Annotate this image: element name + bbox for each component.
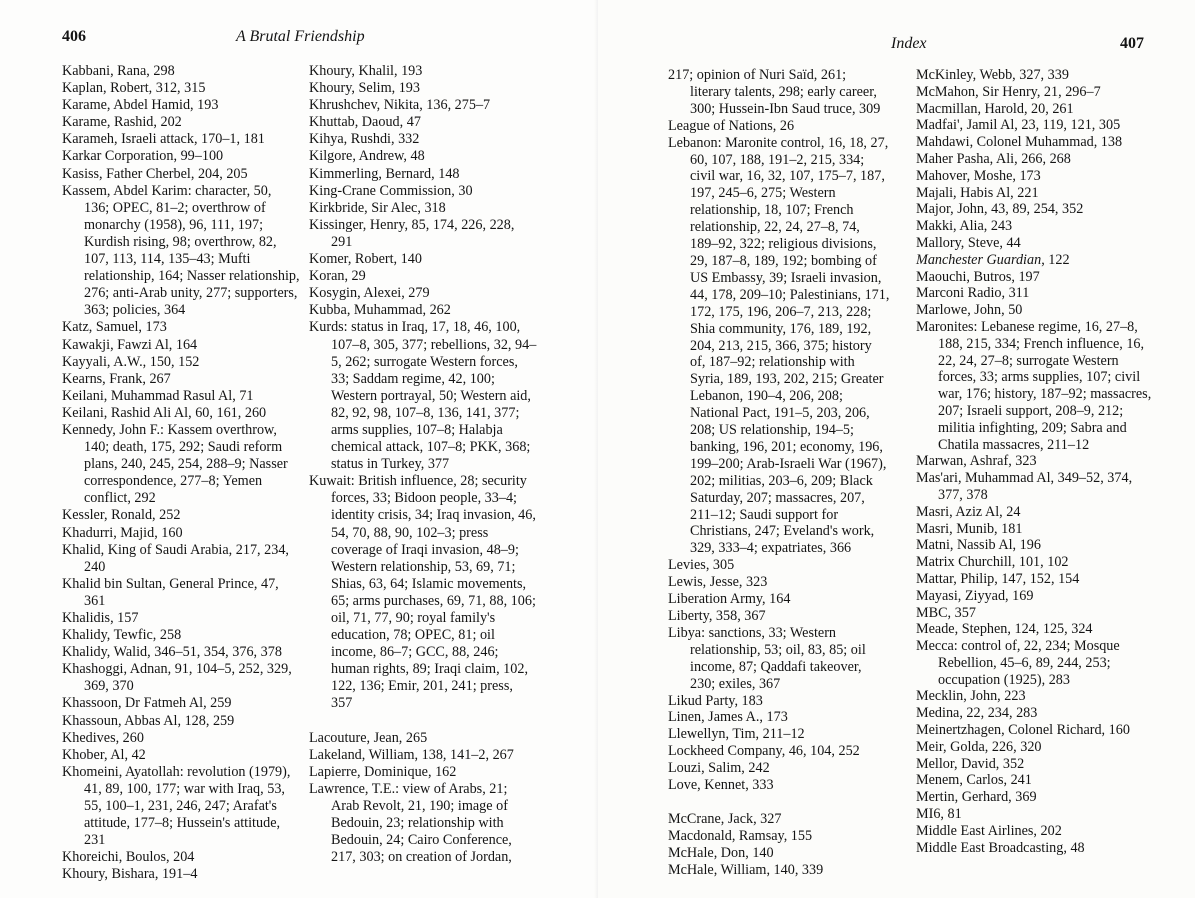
index-entry: Manchester Guardian, 122 — [916, 251, 1070, 268]
index-entry: Mallory, Steve, 44 — [916, 234, 1021, 251]
index-entry: Llewellyn, Tim, 211–12 — [668, 726, 805, 743]
index-entry: Lebanon: Maronite control, 16, 18, 27, 60, 107, 188, 191–2, 215, 334; civil war, 16, 32, 107, 175–7, 187, 197, 245–6, 275; Western relationship, 18, 107; French relationship, 22, 24, 27–8, 74, 189–92, 322; religious divisions, 29, 187–8, 189, 192; bombing of US Embassy, 39; Israeli invasion, 44, 178, 209–10; Palestinians, 171, 172, 175, 196, 206–7, 213, 228; Shia community, 176, 189, 192, 204, 213, 215, 366, 375; history of, 187–92; relationship with Syria, 189, 193, 202, 215; Greater Lebanon, 190–4, 206, 208; National Pact, 191–5, 203, 206, 208; US relationship, 194–5; banking, 196, 201; economy, 196, 199–200; Arab-Israeli War (1967), 202; militias, 203–6, 209; Black Saturday, 207; massacres, 207, 211–12; Saudi support for Christians, 247; Eveland's work, 329, 333–4; expatriates, 366 — [668, 134, 890, 557]
index-entry: Khassoun, Abbas Al, 128, 259 — [62, 712, 235, 729]
right-running-title: Index — [891, 35, 927, 52]
index-entry: League of Nations, 26 — [668, 117, 795, 134]
index-entry: Khuttab, Daoud, 47 — [309, 114, 421, 131]
index-entry: Mecklin, John, 223 — [916, 688, 1026, 705]
index-entry: Lawrence, T.E.: view of Arabs, 21; Arab Revolt, 21, 190; image of Bedouin, 23; relationship with Bedouin, 24; Cairo Conference, 217, 303; on creation of Jordan, — [309, 780, 512, 866]
index-entry: Lockheed Company, 46, 104, 252 — [668, 743, 860, 760]
index-entry: Khedives, 260 — [62, 729, 144, 746]
index-entry: Kessler, Ronald, 252 — [62, 507, 181, 524]
index-entry: Khalid, King of Saudi Arabia, 217, 234, 240 — [62, 541, 289, 575]
index-entry: Love, Kennet, 333 — [668, 777, 774, 794]
index-entry: Keilani, Rashid Ali Al, 60, 161, 260 — [62, 404, 267, 421]
index-entry: Kurds: status in Iraq, 17, 18, 46, 100, 107–8, 305, 377; rebellions, 32, 94–5, 262; surrogate Western forces, 33; Saddam regime, 42, 100; Western portrayal, 50; Western aid, 82, 92, 98, 107–8, 136, 141, 377; arms supplies, 107–8; Halabja chemical attack, 107–8; PKK, 368; status in Turkey, 377 — [309, 319, 537, 473]
index-entry: Khober, Al, 42 — [62, 746, 146, 763]
index-entry: Mellor, David, 352 — [916, 755, 1025, 772]
index-entry: Karkar Corporation, 99–100 — [62, 148, 224, 165]
index-entry: Mahdawi, Colonel Muhammad, 138 — [916, 134, 1123, 151]
index-entry: Mertin, Gerhard, 369 — [916, 789, 1037, 806]
right-page — [598, 0, 1195, 898]
index-entry: Kearns, Frank, 267 — [62, 370, 171, 387]
index-entry: Karame, Abdel Hamid, 193 — [62, 97, 219, 114]
index-entry: Keilani, Muhammad Rasul Al, 71 — [62, 387, 254, 404]
index-entry: Karame, Rashid, 202 — [62, 114, 182, 131]
index-entry: Marlowe, John, 50 — [916, 302, 1023, 319]
right-page-number: 407 — [1120, 35, 1144, 52]
index-entry: Meir, Golda, 226, 320 — [916, 738, 1042, 755]
index-entry: Khoreichi, Boulos, 204 — [62, 849, 195, 866]
index-entry: Maher Pasha, Ali, 266, 268 — [916, 150, 1071, 167]
index-entry: MI6, 81 — [916, 806, 962, 823]
index-entry: Lakeland, William, 138, 141–2, 267 — [309, 746, 514, 763]
index-entry: Khoury, Bishara, 191–4 — [62, 866, 198, 883]
index-entry: Medina, 22, 234, 283 — [916, 705, 1038, 722]
index-entry: Lewis, Jesse, 323 — [668, 574, 768, 591]
right-index-column-2 — [916, 67, 1156, 856]
index-entry: Komer, Robert, 140 — [309, 251, 422, 268]
index-entry: Mattar, Philip, 147, 152, 154 — [916, 570, 1080, 587]
index-entry: Khadurri, Majid, 160 — [62, 524, 183, 541]
index-entry: Meinertzhagen, Colonel Richard, 160 — [916, 722, 1130, 739]
left-page-number: 406 — [62, 28, 86, 45]
index-entry: Mahover, Moshe, 173 — [916, 167, 1041, 184]
index-entry: Kissinger, Henry, 85, 174, 226, 228, 291 — [309, 216, 515, 250]
left-index-column-1 — [62, 63, 300, 884]
index-entry: Matni, Nassib Al, 196 — [916, 537, 1041, 554]
index-entry: Kabbani, Rana, 298 — [62, 63, 175, 79]
index-entry: Major, John, 43, 89, 254, 352 — [916, 201, 1084, 218]
index-entry: Kassem, Abdel Karim: character, 50, 136; OPEC, 81–2; overthrow of monarchy (1958), 96, 111, 197; Kurdish rising, 98; overthrow, 82, 107, 113, 114, 135–43; Mufti relationship, 164; Nasser relationship, 276; anti-Arab unity, 277; supporters, 363; policies, 364 — [62, 182, 300, 319]
left-index-column-2 — [309, 63, 537, 866]
index-entry: McHale, Don, 140 — [668, 844, 774, 861]
index-entry: Kihya, Rushdi, 332 — [309, 131, 420, 148]
index-entry: Mecca: control of, 22, 234; Mosque Rebellion, 45–6, 89, 244, 253; occupation (1925), 283 — [916, 638, 1120, 688]
index-entry: Maronites: Lebanese regime, 16, 27–8, 188, 215, 334; French influence, 16, 22, 24, 27–8; surrogate Western forces, 33; arms supplies, 107; civil war, 176; history, 187–92; massacres, 207; Israeli support, 208–9, 212; militia infighting, 209; Sabra and Chatila massacres, 211–12 — [916, 318, 1152, 453]
index-entry: 217; opinion of Nuri Saïd, 261; literary talents, 298; early career, 300; Hussein-Ibn Saud truce, 309 — [668, 67, 881, 117]
index-entry: Khalidy, Walid, 346–51, 354, 376, 378 — [62, 644, 282, 661]
index-entry: McHale, William, 140, 339 — [668, 861, 824, 878]
index-entry: Khassoon, Dr Fatmeh Al, 259 — [62, 695, 232, 712]
index-entry: Levies, 305 — [668, 557, 735, 574]
index-entry: King-Crane Commission, 30 — [309, 182, 473, 199]
index-entry: Khoury, Selim, 193 — [309, 80, 420, 97]
index-entry: Kuwait: British influence, 28; security forces, 33; Bidoon people, 33–4; identity crisis, 34; Iraq invasion, 46, 54, 70, 88, 90, 102–3; press coverage of Iraqi invasion, 48–9; Western relationship, 53, 69, 71; Shias, 63, 64; Islamic movements, 65; arms purchases, 69, 71, 88, 106; oil, 71, 77, 90; royal family's education, 78; OPEC, 81; oil income, 86–7; GCC, 88, 246; human rights, 89; Iraqi claim, 102, 122, 136; Emir, 201, 241; press, 357 — [309, 473, 536, 712]
index-entry: Middle East Broadcasting, 48 — [916, 839, 1085, 856]
index-entry: Makki, Alia, 243 — [916, 218, 1013, 235]
index-entry: Khalid bin Sultan, General Prince, 47, 361 — [62, 575, 279, 609]
index-entry: Khrushchev, Nikita, 136, 275–7 — [309, 97, 491, 114]
index-entry: Linen, James A., 173 — [668, 709, 788, 726]
index-entry: McMahon, Sir Henry, 21, 296–7 — [916, 83, 1101, 100]
index-entry: Kirkbride, Sir Alec, 318 — [309, 199, 446, 216]
index-entry: Kawakji, Fawzi Al, 164 — [62, 336, 198, 353]
index-entry: Mayasi, Ziyyad, 169 — [916, 587, 1034, 604]
index-entry: Macdonald, Ramsay, 155 — [668, 827, 813, 844]
index-entry: Matrix Churchill, 101, 102 — [916, 554, 1069, 571]
index-entry: Likud Party, 183 — [668, 692, 763, 709]
right-index-column-1 — [668, 67, 890, 879]
index-entry: MBC, 357 — [916, 604, 976, 621]
index-entry: Kaplan, Robert, 312, 315 — [62, 80, 206, 97]
index-entry: Khashoggi, Adnan, 91, 104–5, 252, 329, 369, 370 — [62, 661, 292, 695]
index-entry: Kimmerling, Bernard, 148 — [309, 165, 460, 182]
index-entry: Lapierre, Dominique, 162 — [309, 763, 457, 780]
index-entry: Masri, Aziz Al, 24 — [916, 503, 1021, 520]
index-entry: Koran, 29 — [309, 268, 366, 285]
index-entry: Khalidis, 157 — [62, 610, 139, 626]
index-entry: Kasiss, Father Cherbel, 204, 205 — [62, 165, 248, 182]
index-entry: Meade, Stephen, 124, 125, 324 — [916, 621, 1093, 638]
index-entry: Mas'ari, Muhammad Al, 349–52, 374, 377, 378 — [916, 470, 1133, 503]
index-entry: Maouchi, Butros, 197 — [916, 268, 1040, 285]
index-entry: Khalidy, Tewfic, 258 — [62, 627, 182, 644]
index-entry: Middle East Airlines, 202 — [916, 822, 1062, 839]
index-entry: Kennedy, John F.: Kassem overthrow, 140; death, 175, 292; Saudi reform plans, 240, 245, 254, 288–9; Nasser correspondence, 277–8; Yemen conflict, 292 — [62, 421, 288, 507]
index-entry: Libya: sanctions, 33; Western relationship, 53; oil, 83, 85; oil income, 87; Qaddafi takeover, 230; exiles, 367 — [668, 624, 866, 692]
left-running-title: A Brutal Friendship — [236, 28, 365, 45]
index-entry: Marwan, Ashraf, 323 — [916, 453, 1037, 470]
index-entry: Macmillan, Harold, 20, 261 — [916, 100, 1074, 117]
index-entry: Liberation Army, 164 — [668, 591, 791, 608]
index-entry: McKinley, Webb, 327, 339 — [916, 67, 1069, 83]
index-entry: Menem, Carlos, 241 — [916, 772, 1032, 789]
index-entry: Kubba, Muhammad, 262 — [309, 302, 451, 319]
index-entry: Marconi Radio, 311 — [916, 285, 1030, 302]
index-entry: Lacouture, Jean, 265 — [309, 729, 428, 746]
index-entry: Madfai', Jamil Al, 23, 119, 121, 305 — [916, 117, 1121, 134]
index-entry: Kayyali, A.W., 150, 152 — [62, 353, 200, 370]
index-entry: Khomeini, Ayatollah: revolution (1979), 41, 89, 100, 177; war with Iraq, 53, 55, 100–1, 231, 246, 247; Arafat's attitude, 177–8; Hussein's attitude, 231 — [62, 763, 291, 849]
index-entry: Kilgore, Andrew, 48 — [309, 148, 425, 165]
index-entry: Khoury, Khalil, 193 — [309, 63, 423, 79]
index-entry: Kosygin, Alexei, 279 — [309, 285, 430, 302]
index-entry: Katz, Samuel, 173 — [62, 319, 167, 336]
index-entry: Masri, Munib, 181 — [916, 520, 1023, 537]
index-entry: Louzi, Salim, 242 — [668, 760, 770, 777]
index-entry: Karameh, Israeli attack, 170–1, 181 — [62, 131, 265, 148]
index-entry: Majali, Habis Al, 221 — [916, 184, 1039, 201]
index-entry: McCrane, Jack, 327 — [668, 810, 782, 827]
index-entry: Liberty, 358, 367 — [668, 608, 766, 624]
